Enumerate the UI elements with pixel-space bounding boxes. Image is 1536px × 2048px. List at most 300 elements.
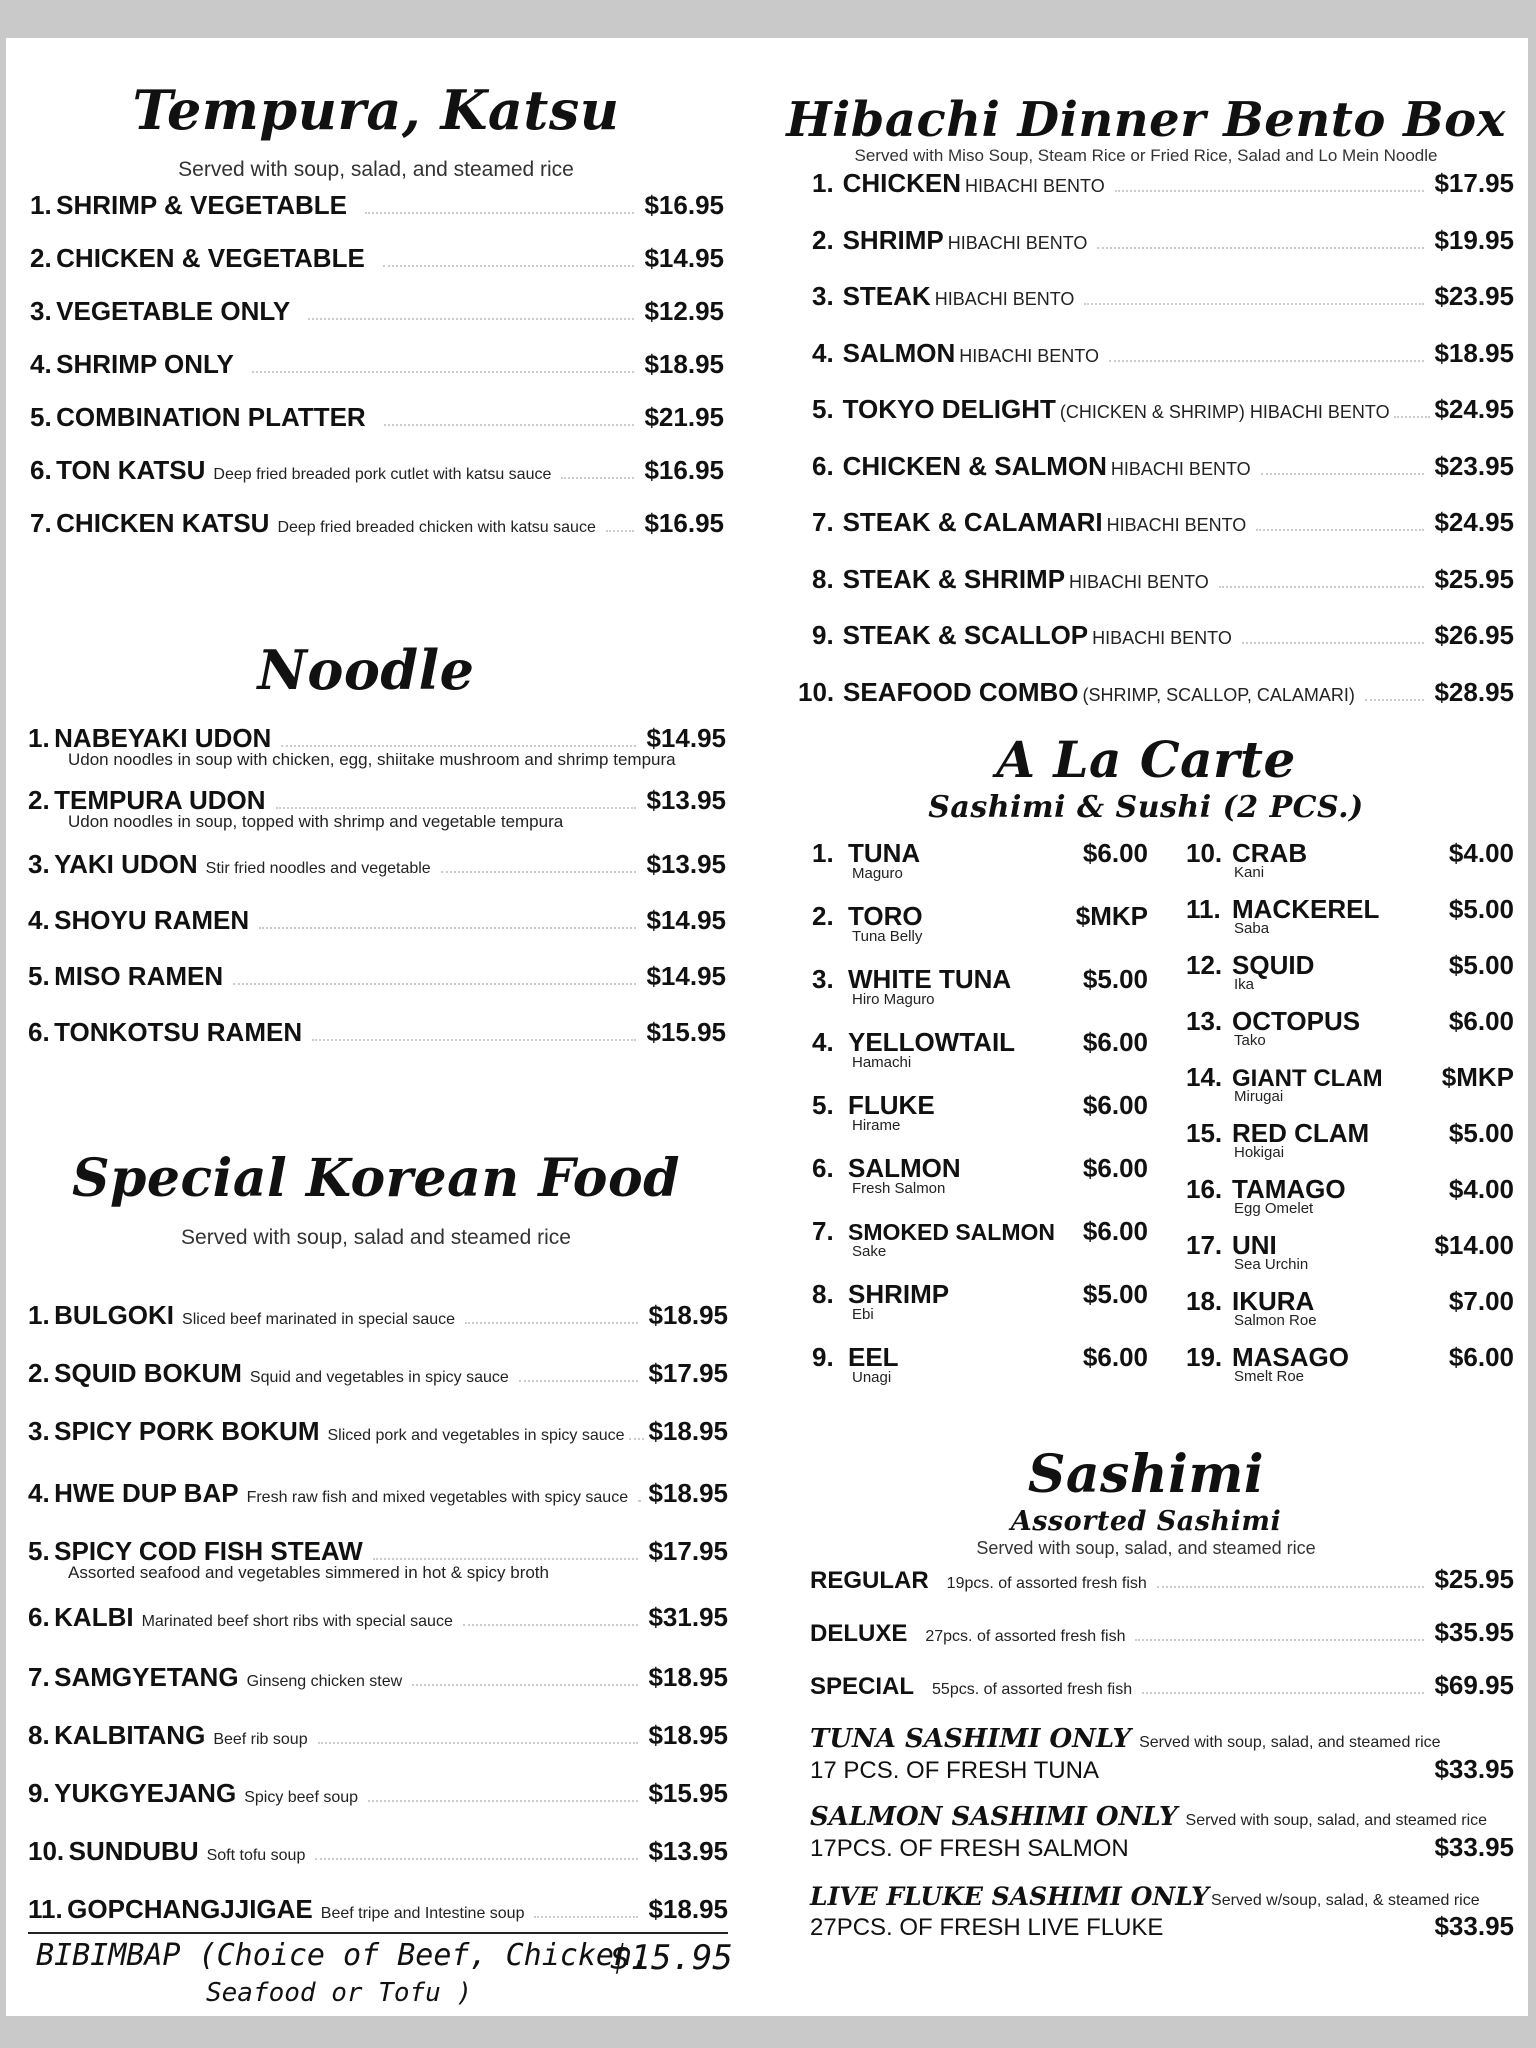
item-name: SHRIMP (848, 1279, 950, 1309)
item-desc: 19pcs. of assorted fresh fish (946, 1575, 1147, 1592)
item-number: 10. (28, 1836, 65, 1866)
sushi-item (1186, 950, 1514, 1006)
item-name: STEAK & SHRIMP (842, 563, 1066, 594)
item-number: 19. (1186, 1342, 1223, 1372)
leader-dots (1242, 641, 1425, 644)
sushi-item (1186, 1174, 1514, 1230)
item-number: 2. (812, 901, 834, 931)
item-number: 1. (30, 190, 52, 220)
leader-dots (1261, 472, 1425, 475)
item-number: 3. (812, 964, 834, 994)
korean-item (28, 1836, 728, 1894)
item-price: $13.95 (648, 1836, 728, 1866)
item-price: $25.95 (1434, 1564, 1514, 1594)
korean-item (28, 1478, 728, 1536)
leader-dots (519, 1379, 639, 1382)
hibachi-title: Hibachi Dinner Bento Box (786, 92, 1506, 148)
leader-dots (1097, 246, 1424, 249)
hibachi-item (812, 338, 1514, 395)
sushi-item (1186, 1342, 1514, 1398)
item-number: 2. (28, 1358, 50, 1388)
menu-sheet (6, 38, 1528, 2016)
item-name: VEGETABLE ONLY (56, 296, 291, 326)
noodle-title: Noodle (257, 638, 475, 702)
item-desc: HIBACHI BENTO (1110, 458, 1251, 479)
item-number: 10. (798, 676, 835, 707)
korean-item (28, 1300, 728, 1358)
item-number: 1. (28, 723, 50, 753)
item-number: 10. (1186, 838, 1223, 868)
item-price: $MKP (1075, 901, 1148, 931)
item-number: 9. (812, 620, 834, 650)
tempura-subtitle: Served with soup, salad, and steamed rice (178, 158, 574, 181)
sushi-item (812, 1153, 1148, 1216)
sashimi-item (810, 1670, 1514, 1723)
sushi-item (1186, 1230, 1514, 1286)
sashimi-only-item (810, 1882, 1514, 1962)
item-name: TEMPURA UDON (54, 785, 266, 815)
item-subdesc: Udon noodles in soup with chicken, egg, shiitake mushroom and shrimp tempura (68, 750, 676, 769)
item-name: KALBI (54, 1602, 134, 1632)
item-price: $33.95 (1434, 1754, 1514, 1784)
item-price: $6.00 (1082, 1090, 1148, 1120)
item-subdesc: Kani (1234, 864, 1265, 881)
item-number: 5. (812, 1090, 834, 1120)
item-desc: HIBACHI BENTO (1106, 515, 1247, 535)
item-name: UNI (1232, 1230, 1277, 1260)
sashimi-only-list (810, 1724, 1514, 1962)
hibachi-item (798, 677, 1514, 734)
korean-item (28, 1602, 728, 1662)
item-name: NABEYAKI UDON (54, 723, 272, 753)
sushi-item (1186, 894, 1514, 950)
leader-dots (606, 529, 635, 532)
sushi-item (1186, 1118, 1514, 1174)
korean-item (28, 1662, 728, 1720)
hibachi-subtitle: Served with Miso Soup, Steam Rice or Fried Rice, Salad and Lo Mein Noodle (854, 146, 1438, 165)
item-number: 5. (30, 402, 52, 432)
item-price: $15.95 (646, 1017, 726, 1047)
item-price: $16.95 (644, 190, 724, 220)
sushi-item (812, 964, 1148, 1027)
korean-item (28, 1536, 728, 1602)
item-price: $33.95 (1434, 1832, 1514, 1862)
item-name: TORO (848, 901, 923, 931)
item-price: $69.95 (1434, 1670, 1514, 1700)
leader-dots (1135, 1638, 1424, 1641)
item-name: HWE DUP BAP (54, 1478, 239, 1508)
korean-item (28, 1720, 728, 1778)
item-number: 7. (812, 507, 834, 537)
tempura-title: Tempura, Katsu (132, 78, 620, 142)
item-price: $5.00 (1448, 894, 1514, 924)
item-number: 7. (28, 1662, 50, 1692)
item-price: $33.95 (1434, 1911, 1514, 1941)
item-price: $6.00 (1082, 1342, 1148, 1372)
item-number: 4. (28, 1478, 50, 1508)
leader-dots (384, 423, 635, 426)
tempura-item (30, 190, 724, 243)
item-name: STEAK & SCALLOP (842, 620, 1089, 650)
item-subdesc: Unagi (852, 1369, 892, 1386)
item-name: CHICKEN KATSU (56, 508, 270, 538)
sashimi-item (810, 1564, 1514, 1617)
item-price: $18.95 (648, 1300, 728, 1330)
left-column (6, 38, 776, 2016)
item-desc: Sliced beef marinated in special sauce (182, 1311, 456, 1328)
item-name: STEAK (842, 281, 931, 311)
item-number: 7. (812, 1216, 834, 1246)
item-name: MACKEREL (1232, 894, 1380, 924)
item-number: 1. (28, 1300, 50, 1330)
item-subdesc: Saba (1234, 920, 1270, 937)
item-price: $6.00 (1082, 838, 1148, 868)
leader-dots (465, 1321, 638, 1324)
item-price: $18.95 (648, 1720, 728, 1750)
sashimi-subtitle: Assorted Sashimi (1010, 1506, 1282, 1537)
item-price: $14.95 (644, 243, 724, 273)
item-name: COMBINATION PLATTER (56, 402, 366, 432)
korean-list (28, 1300, 728, 1952)
item-name: CHICKEN & SALMON (842, 450, 1107, 481)
korean-title: Special Korean Food (71, 1148, 681, 1209)
alacarte-subtitle: Sashimi & Sushi (2 PCS.) (928, 790, 1364, 825)
item-desc: HIBACHI BENTO (965, 176, 1105, 196)
item-number: 6. (812, 450, 834, 481)
sushi-item (812, 1279, 1148, 1342)
item-price: $17.95 (648, 1536, 728, 1566)
tempura-list (30, 190, 724, 561)
sashimi-list (810, 1564, 1514, 1723)
handwritten-bibimbap: BIBIMBAP (Choice of Beef, Chicken, (36, 1938, 651, 1973)
item-name: SPICY PORK BOKUM (54, 1416, 320, 1446)
item-name: TUNA (848, 838, 921, 868)
item-price: $24.95 (1434, 394, 1514, 424)
leader-dots (441, 870, 637, 873)
item-name: BULGOKI (54, 1300, 175, 1330)
item-price: $18.95 (648, 1478, 728, 1508)
item-number: 8. (812, 563, 834, 594)
item-name: SQUID BOKUM (54, 1358, 242, 1388)
korean-item (28, 1778, 728, 1836)
leader-dots (561, 476, 634, 479)
item-price: $23.95 (1434, 450, 1514, 481)
item-number: 12. (1186, 950, 1223, 980)
item-desc: HIBACHI BENTO (947, 232, 1088, 253)
leader-dots (318, 1741, 639, 1744)
item-name: SUNDUBU (68, 1836, 199, 1866)
item-desc: HIBACHI BENTO (934, 289, 1075, 309)
item-price: $6.00 (1082, 1153, 1148, 1183)
item-number: 1. (812, 838, 834, 868)
item-name: CRAB (1232, 838, 1308, 868)
sushi-item (1186, 1286, 1514, 1342)
item-number: 11. (1186, 894, 1221, 924)
item-subdesc: Salmon Roe (1234, 1312, 1317, 1329)
leader-dots (463, 1623, 639, 1626)
item-number: 4. (812, 1027, 834, 1057)
item-name: SMOKED SALMON (848, 1219, 1055, 1245)
item-number: 4. (30, 349, 52, 379)
sushi-item (812, 1090, 1148, 1153)
item-desc: Deep fried breaded chicken with katsu sauce (277, 519, 596, 536)
item-name: SALMON (848, 1153, 961, 1183)
alacarte-list-left (812, 838, 1148, 1405)
tempura-item (30, 455, 724, 508)
item-name: TONKOTSU RAMEN (54, 1017, 303, 1047)
sashimi-note: Served with soup, salad, and steamed rice (976, 1538, 1316, 1558)
leader-dots (412, 1683, 638, 1686)
sushi-item (812, 1216, 1148, 1279)
item-note: Served w/soup, salad, & steamed rice (1211, 1892, 1480, 1909)
item-subdesc: Egg Omelet (1234, 1200, 1314, 1217)
item-number: 9. (812, 1342, 834, 1372)
item-name: YAKI UDON (54, 849, 198, 879)
item-name: TON KATSU (56, 455, 206, 485)
item-price: $5.00 (1448, 1118, 1514, 1148)
noodle-item (28, 961, 726, 1017)
item-price: $18.95 (648, 1416, 728, 1446)
item-subdesc: Sake (852, 1243, 887, 1260)
leader-dots (233, 982, 636, 985)
hibachi-item (812, 225, 1514, 282)
item-name: SALMON (842, 337, 956, 368)
leader-dots (1157, 1585, 1425, 1588)
item-number: 6. (28, 1602, 50, 1632)
korean-item (28, 1358, 728, 1416)
leader-dots (383, 264, 635, 267)
item-price: $6.00 (1448, 1006, 1514, 1036)
leader-dots (252, 370, 635, 373)
item-price: $4.00 (1448, 1174, 1514, 1204)
item-name: RED CLAM (1232, 1118, 1370, 1148)
noodle-list (28, 723, 726, 1073)
item-number: 6. (30, 455, 52, 485)
item-name: SEAFOOD COMBO (843, 676, 1079, 707)
item-desc: Soft tofu soup (206, 1847, 306, 1864)
item-desc: Stir fried noodles and vegetable (205, 860, 431, 877)
leader-dots (315, 1857, 638, 1860)
item-price: $16.95 (644, 455, 724, 485)
item-subdesc: Mirugai (1234, 1088, 1284, 1105)
sashimi-only-item (810, 1724, 1514, 1802)
item-price: $19.95 (1434, 224, 1514, 255)
hibachi-item (812, 281, 1514, 338)
item-number: 15. (1186, 1118, 1223, 1148)
item-number: 5. (812, 394, 834, 424)
tempura-item (30, 402, 724, 455)
item-name: GIANT CLAM (1232, 1065, 1383, 1092)
sushi-item (812, 1027, 1148, 1090)
item-subdesc: Fresh Salmon (852, 1180, 946, 1197)
item-desc: Squid and vegetables in spicy sauce (249, 1369, 509, 1386)
item-price: $4.00 (1448, 838, 1514, 868)
leader-dots (1256, 528, 1424, 531)
item-number: 7. (30, 508, 52, 538)
item-price: $6.00 (1448, 1342, 1514, 1372)
hibachi-item (812, 394, 1514, 451)
handwritten-bibimbap-price: $15.95 (610, 1938, 733, 1978)
sushi-item (812, 1342, 1148, 1405)
item-price: $14.95 (646, 961, 726, 991)
item-desc: 55pcs. of assorted fresh fish (932, 1681, 1133, 1698)
item-price: $18.95 (644, 349, 724, 379)
item-desc: Ginseng chicken stew (246, 1673, 403, 1690)
item-name: SPECIAL (810, 1673, 915, 1700)
item-name: MASAGO (1232, 1342, 1349, 1372)
korean-subtitle: Served with soup, salad and steamed rice (181, 1226, 571, 1249)
item-desc: (CHICKEN & SHRIMP) HIBACHI BENTO (1059, 402, 1390, 422)
item-price: $6.00 (1082, 1027, 1148, 1057)
item-price: $5.00 (1082, 1279, 1148, 1309)
hibachi-list (798, 168, 1514, 733)
item-number: 13. (1186, 1006, 1223, 1036)
hibachi-item (812, 168, 1514, 225)
leader-dots (1084, 302, 1424, 305)
item-number: 6. (28, 1017, 50, 1047)
item-number: 2. (812, 224, 834, 255)
leader-dots (312, 1038, 636, 1041)
item-number: 3. (812, 281, 834, 311)
item-name: SHRIMP (842, 224, 944, 255)
leader-dots (368, 1799, 638, 1802)
leader-dots (281, 744, 636, 747)
item-desc: Sliced pork and vegetables in spicy sauce (327, 1427, 625, 1444)
item-subdesc: Maguro (852, 865, 903, 882)
item-price: $MKP (1441, 1062, 1514, 1092)
leader-dots (1219, 585, 1425, 588)
korean-item (28, 1416, 728, 1478)
item-title: LIVE FLUKE SASHIMI ONLY (810, 1882, 1210, 1911)
item-subdesc: Hirame (852, 1117, 901, 1134)
item-price: $6.00 (1082, 1216, 1148, 1246)
alacarte-list-right (1186, 838, 1514, 1398)
item-name: YUKGYEJANG (54, 1778, 237, 1808)
sushi-item (1186, 838, 1514, 894)
item-subdesc: Hokigai (1234, 1144, 1285, 1161)
item-number: 9. (28, 1778, 50, 1808)
item-price: $31.95 (648, 1602, 728, 1632)
item-number: 11. (28, 1894, 63, 1924)
item-number: 17. (1186, 1230, 1223, 1260)
item-price: $26.95 (1434, 620, 1514, 650)
item-desc: Beef rib soup (213, 1731, 308, 1748)
leader-dots (1115, 189, 1425, 192)
noodle-item (28, 849, 726, 905)
item-desc: Marinated beef short ribs with special sauce (141, 1613, 453, 1630)
item-desc: HIBACHI BENTO (959, 345, 1099, 366)
item-price: $14.95 (646, 905, 726, 935)
tempura-item (30, 508, 724, 561)
item-subdesc: Udon noodles in soup, topped with shrimp and vegetable tempura (68, 812, 564, 831)
item-price: $16.95 (644, 508, 724, 538)
item-subdesc: Tuna Belly (852, 928, 923, 945)
item-number: 4. (28, 905, 50, 935)
item-number: 2. (30, 243, 52, 273)
sashimi-title: Sashimi (1027, 1444, 1265, 1505)
item-name: REGULAR (810, 1567, 929, 1594)
leader-dots (259, 926, 636, 929)
leader-dots (1394, 415, 1431, 418)
item-name: CHICKEN & VEGETABLE (56, 243, 365, 273)
tempura-item (30, 243, 724, 296)
noodle-item (28, 905, 726, 961)
item-desc: Spicy beef soup (244, 1789, 359, 1806)
item-price: $35.95 (1434, 1617, 1514, 1647)
item-name: TAMAGO (1232, 1174, 1346, 1204)
leader-dots (534, 1915, 638, 1918)
leader-dots (308, 317, 634, 320)
item-desc: HIBACHI BENTO (1069, 571, 1209, 592)
item-desc: (SHRIMP, SCALLOP, CALAMARI) (1082, 684, 1355, 705)
sushi-item (812, 901, 1148, 964)
item-name: DELUXE (810, 1620, 908, 1647)
handwritten-divider (28, 1932, 728, 1934)
leader-dots (365, 211, 634, 214)
item-number: 4. (812, 337, 834, 368)
item-name: SHRIMP & VEGETABLE (56, 190, 347, 220)
item-subdesc: Tako (1234, 1032, 1266, 1049)
item-price: $13.95 (646, 849, 726, 879)
item-price: $25.95 (1434, 563, 1514, 594)
item-title: TUNA SASHIMI ONLY (810, 1724, 1132, 1754)
item-title: SALMON SASHIMI ONLY (810, 1802, 1178, 1832)
item-name: SPICY COD FISH STEAW (54, 1536, 363, 1566)
item-number: 14. (1186, 1062, 1223, 1092)
item-name: TOKYO DELIGHT (842, 394, 1056, 424)
item-subdesc: Hiro Maguro (852, 991, 935, 1008)
item-price: $18.95 (648, 1894, 728, 1924)
item-price: $14.00 (1434, 1230, 1514, 1260)
leader-dots (1109, 359, 1425, 362)
item-price: $23.95 (1434, 281, 1514, 311)
tempura-item (30, 349, 724, 402)
noodle-item (28, 785, 726, 849)
item-desc: Beef tripe and Intestine soup (320, 1905, 525, 1922)
leader-dots (373, 1557, 639, 1560)
item-name: STEAK & CALAMARI (842, 507, 1103, 537)
item-price: $18.95 (648, 1662, 728, 1692)
noodle-item (28, 723, 726, 785)
item-number: 8. (28, 1720, 50, 1750)
item-number: 5. (28, 961, 50, 991)
item-name: KALBITANG (54, 1720, 206, 1750)
item-number: 1. (812, 168, 834, 198)
hibachi-item (812, 564, 1514, 621)
alacarte-title: A La Carte (996, 730, 1296, 789)
item-name: SAMGYETANG (54, 1662, 239, 1692)
item-name: OCTOPUS (1232, 1006, 1361, 1036)
item-line: 27PCS. OF FRESH LIVE FLUKE (810, 1914, 1164, 1941)
leader-dots (1365, 698, 1425, 701)
item-note: Served with soup, salad, and steamed rice (1139, 1734, 1441, 1751)
leader-dots (629, 1437, 645, 1440)
hibachi-item (812, 507, 1514, 564)
noodle-item (28, 1017, 726, 1073)
sushi-item (1186, 1062, 1514, 1118)
hibachi-item (812, 451, 1514, 508)
handwritten-bibimbap-note: Seafood or Tofu ) (206, 1978, 473, 2008)
item-price: $14.95 (646, 723, 726, 753)
hibachi-item (812, 620, 1514, 677)
item-subdesc: Ebi (852, 1306, 874, 1323)
item-price: $17.95 (648, 1358, 728, 1388)
item-number: 6. (812, 1153, 834, 1183)
item-price: $21.95 (644, 402, 724, 432)
item-name: SHRIMP ONLY (56, 349, 234, 379)
item-name: SQUID (1232, 950, 1315, 980)
item-number: 3. (28, 849, 50, 879)
